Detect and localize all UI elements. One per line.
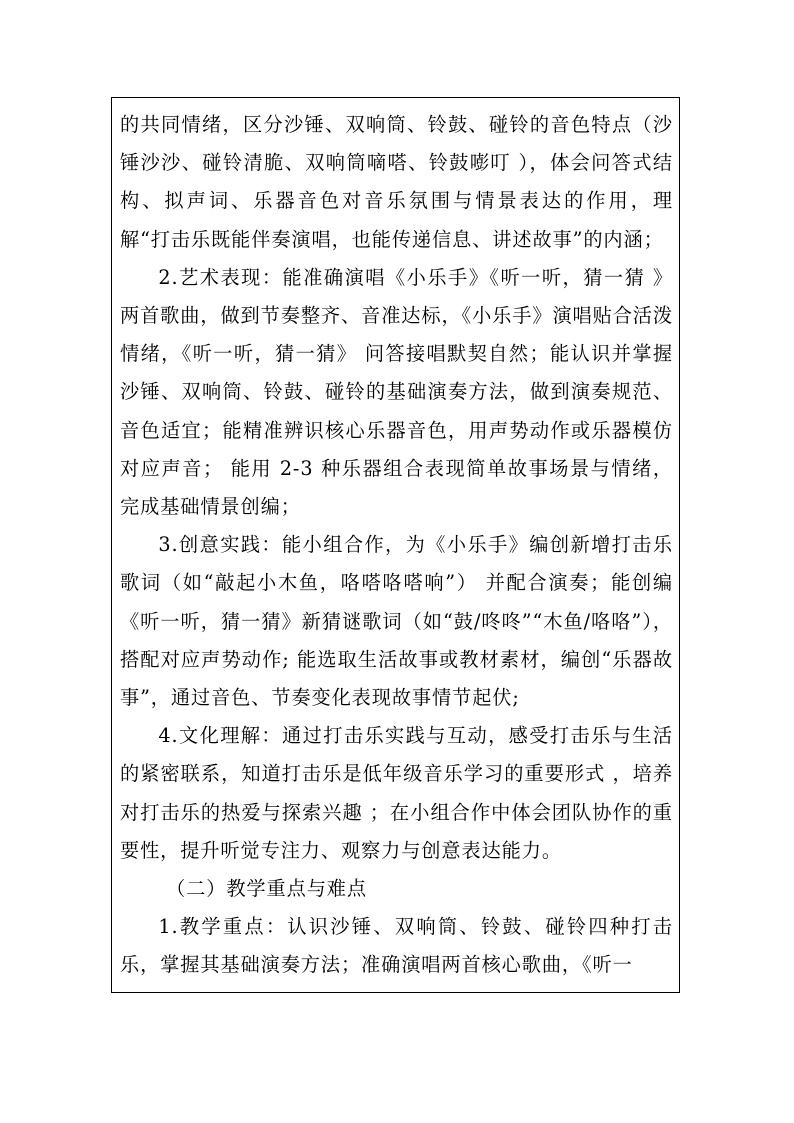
section-heading-key-points: （二）教学重点与难点: [166, 877, 367, 901]
document-frame: [111, 97, 680, 993]
paragraph-continuation: 的共同情绪，区分沙锤、双响筒、铃鼓、碰铃的音色特点（沙锤沙沙、碰铃清脆、双响筒嘀嗒、铃鼓嘭叮 ），体会问答式结构、拟声词、乐器音色对音乐氛围与情景表达的作用，理解“打击乐既能伴奏演唱，也能传递信息、讲述故事”的内涵；: [120, 113, 673, 251]
paragraph-creative-practice: 3.创意实践：能小组合作，为《小乐手》编创新增打击乐歌词（如“敲起小木鱼，咯嗒咯嗒响”） 并配合演奏；能创编《听一听，猜一猜》新猜谜歌词（如“鼓/咚咚”“木鱼/咯咯”），搭配对应声势动作; 能选取生活故事或教材素材，编创“乐器故事”，通过音色、节奏变化表现故事情节起伏;: [120, 533, 673, 710]
paragraph-teaching-focus: 1.教学重点：认识沙锤、双响筒、铃鼓、碰铃四种打击乐，掌握其基础演奏方法；准确演唱两首核心歌曲，《听一: [120, 915, 673, 977]
paragraph-art-expression: 2.艺术表现：能准确演唱《小乐手》《听一听，猜一猜 》两首歌曲，做到节奏整齐、音准达标，《小乐手》演唱贴合活泼情绪，《听一听，猜一猜》 问答接唱默契自然；能认识并掌握沙锤、双响筒、铃鼓、碰铃的基础演奏方法，做到演奏规范、音色适宜；能精准辨识核心乐器音色，用声势动作或乐器模仿对应声音； 能用 2-3 种乐器组合表现简单故事场景与情绪，完成基础情景创编；: [120, 265, 673, 519]
document-body: [120, 106, 673, 985]
paragraph-cultural-understanding: 4.文化理解：通过打击乐实践与互动，感受打击乐与生活的紧密联系，知道打击乐是低年级音乐学习的重要形式 ，培养对打击乐的热爱与探索兴趣 ；在小组合作中体会团队协作的重要性，提升听觉专注力、观察力与创意表达能力。: [120, 724, 673, 862]
